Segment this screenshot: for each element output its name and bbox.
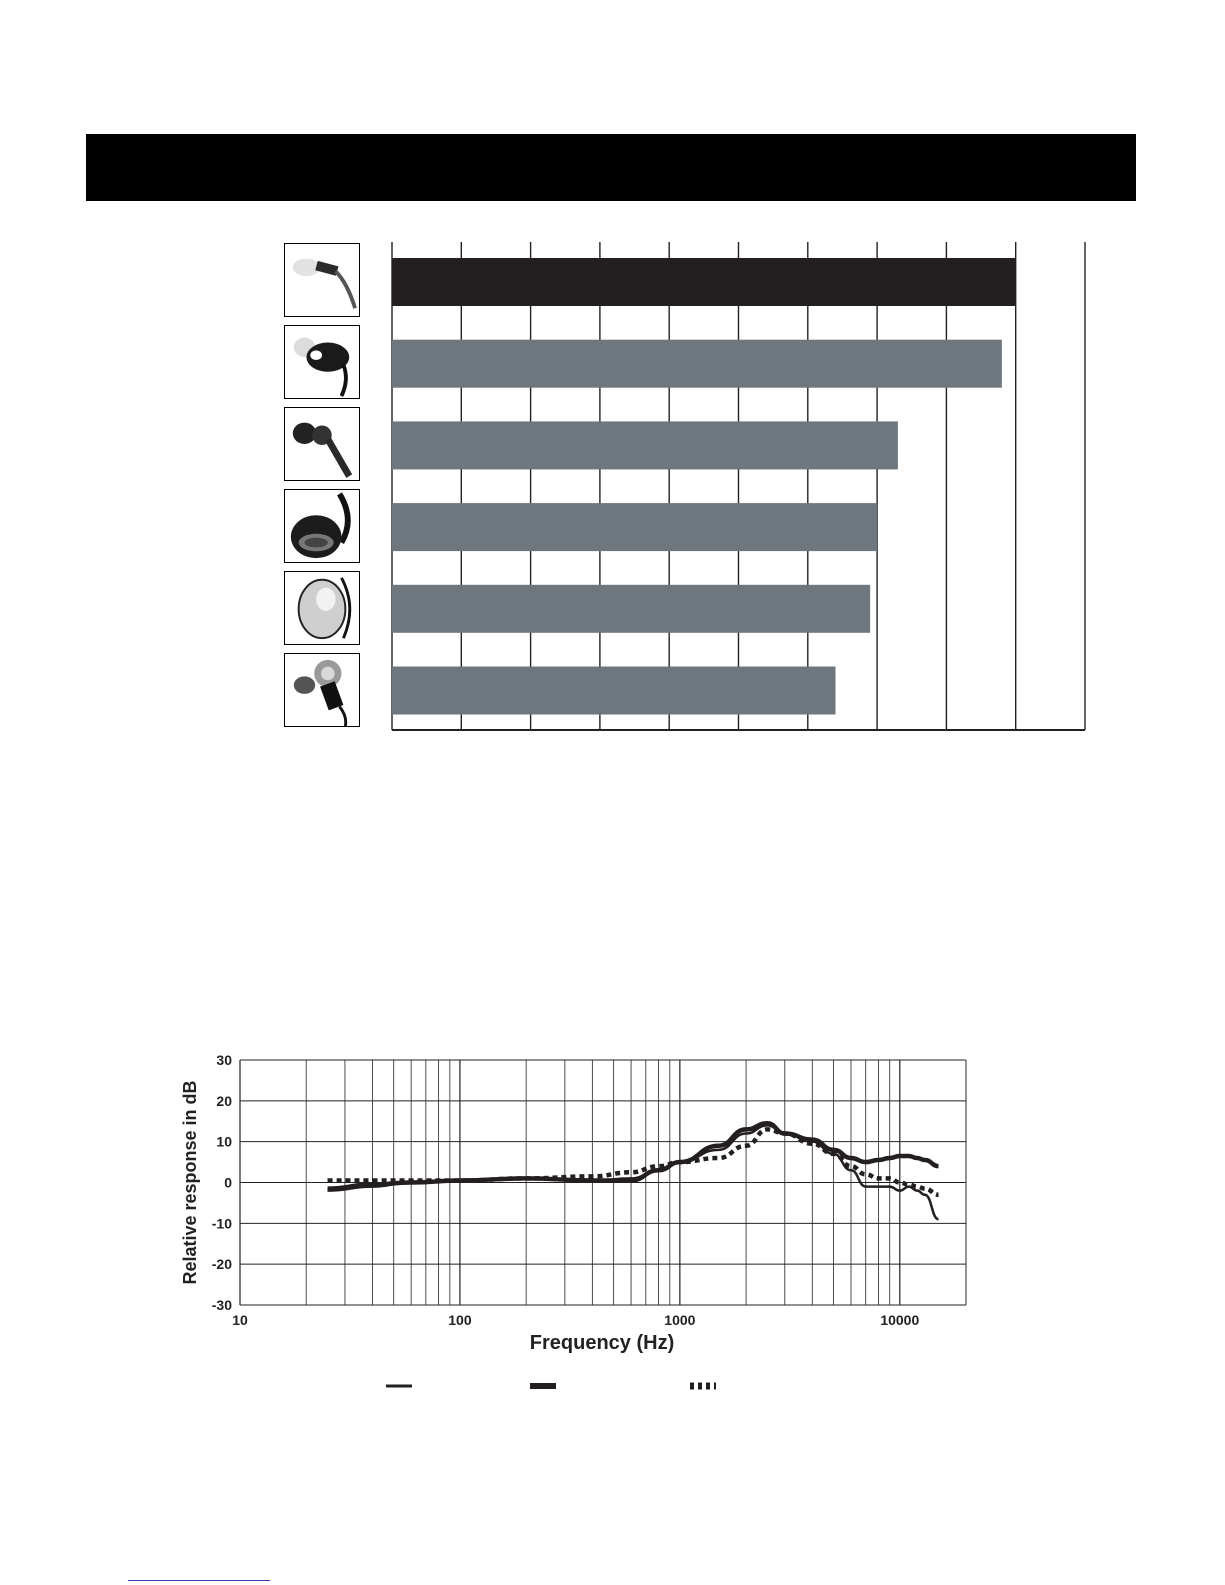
x-axis-label: Frequency (Hz) bbox=[529, 1332, 675, 1354]
y-tick-label: 10 bbox=[216, 1133, 232, 1150]
y-tick-label: -10 bbox=[211, 1215, 232, 1232]
y-tick-label: -20 bbox=[211, 1256, 232, 1273]
x-tick-label: 100 bbox=[448, 1312, 472, 1328]
x-tick-label: 1000 bbox=[664, 1312, 696, 1328]
frequency-response-chart bbox=[170, 1050, 990, 1360]
y-tick-label: 30 bbox=[216, 1052, 232, 1068]
bar bbox=[392, 421, 898, 469]
black-earbud-icon bbox=[284, 407, 360, 481]
silver-ear-hook-headphone-icon bbox=[284, 571, 360, 645]
header-band bbox=[86, 134, 1136, 201]
series-thin-solid bbox=[328, 1125, 939, 1219]
y-tick-label: 20 bbox=[216, 1092, 232, 1109]
bar-chart bbox=[380, 238, 1100, 738]
x-tick-label: 10000 bbox=[880, 1312, 920, 1328]
y-axis-label: Relative response in dB bbox=[180, 1080, 200, 1285]
series-dotted bbox=[328, 1129, 939, 1194]
footer-rule bbox=[128, 1580, 270, 1581]
bar bbox=[392, 340, 1002, 388]
y-tick-label: 0 bbox=[224, 1174, 232, 1191]
bar bbox=[392, 503, 877, 551]
bar bbox=[392, 585, 870, 633]
y-tick-label: -30 bbox=[211, 1297, 232, 1313]
black-clip-headphone-icon bbox=[284, 489, 360, 563]
bar bbox=[392, 258, 1016, 306]
clear-tube-earphone-icon bbox=[284, 243, 360, 317]
x-tick-label: 10 bbox=[232, 1312, 248, 1328]
silver-black-earphone-icon bbox=[284, 653, 360, 727]
chart-legend bbox=[380, 1378, 740, 1398]
bar bbox=[392, 667, 836, 715]
clear-tip-black-earphone-icon bbox=[284, 325, 360, 399]
